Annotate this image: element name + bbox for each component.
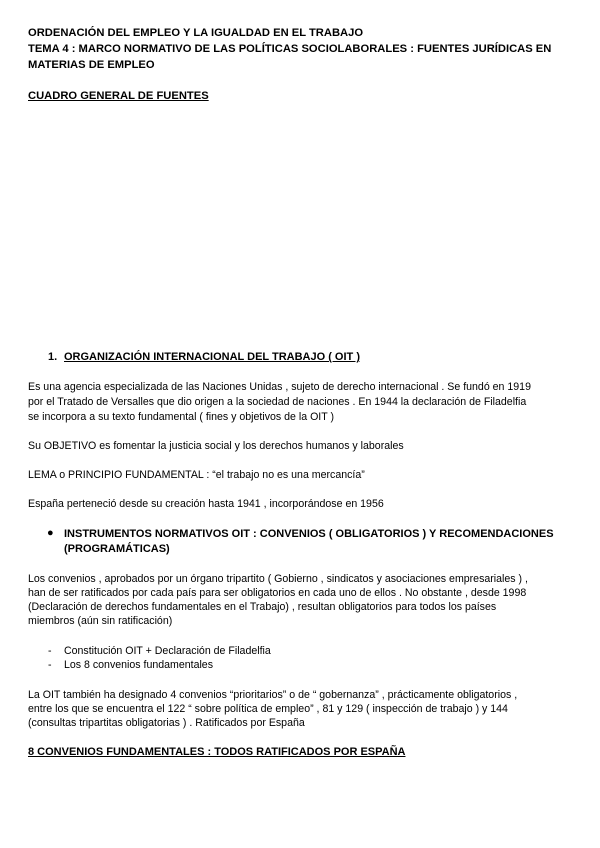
fundamental-conventions-heading: 8 CONVENIOS FUNDAMENTALES : TODOS RATIFICADOS POR ESPAÑA [28, 746, 406, 758]
paragraph-line: Los convenios , aprobados por un órgano tripartito ( Gobierno , sindicatos y asociaciones empresariales ) , [28, 573, 528, 585]
topic-title-line2: MATERIAS DE EMPLEO [28, 59, 155, 71]
document-title: ORDENACIÓN DEL EMPLEO Y LA IGUALDAD EN EL TRABAJO [28, 27, 364, 39]
list-item: Constitución OIT + Declaración de Filadelfia [64, 645, 271, 657]
dash-icon: - [48, 645, 52, 657]
instruments-heading-line2: (PROGRAMÁTICAS) [64, 543, 170, 555]
spain-membership-text: España perteneció desde su creación hasta 1941 , incorporándose en 1956 [28, 498, 384, 510]
paragraph-line: miembros (aún sin ratificación) [28, 615, 173, 627]
paragraph-line: han de ser ratificados por cada país para ser obligatorios en cada uno de ellos . No obstante , desde 1998 [28, 587, 527, 599]
instruments-heading-line1: INSTRUMENTOS NORMATIVOS OIT : CONVENIOS ( OBLIGATORIOS ) Y RECOMENDACIONES [64, 528, 554, 540]
bullet-icon: ● [47, 527, 54, 539]
section-heading: ORGANIZACIÓN INTERNACIONAL DEL TRABAJO ( OIT ) [64, 351, 360, 363]
motto-text: LEMA o PRINCIPIO FUNDAMENTAL : “el trabajo no es una mercancía” [28, 469, 365, 481]
paragraph-line: La OIT también ha designado 4 convenios “prioritarios” o de “ gobernanza” , prácticamente obligatorios , [28, 689, 518, 701]
paragraph-line: por el Tratado de Versalles que dio origen a la sociedad de naciones . En 1944 la declaración de Filadelfia [28, 396, 527, 408]
section-number: 1. [48, 351, 58, 363]
dash-icon: - [48, 659, 52, 671]
paragraph-line: entre los que se encuentra el 122 “ sobre política de empleo” , 81 y 129 ( inspección de trabajo ) y 144 [28, 703, 508, 715]
paragraph-line: se incorpora a su texto fundamental ( fines y objetivos de la OIT ) [28, 411, 335, 423]
paragraph-line: (Declaración de derechos fundamentales en el Trabajo) , resultan obligatorios para todos los países [28, 601, 497, 613]
paragraph-line: Es una agencia especializada de las Naciones Unidas , sujeto de derecho internacional . Se fundó en 1919 [28, 381, 531, 393]
section-subtitle: CUADRO GENERAL DE FUENTES [28, 90, 209, 102]
list-item: Los 8 convenios fundamentales [64, 659, 214, 671]
paragraph-line: (consultas tripartitas obligatorias ) . Ratificados por España [28, 717, 305, 729]
objective-text: Su OBJETIVO es fomentar la justicia social y los derechos humanos y laborales [28, 440, 404, 452]
topic-title-line1: TEMA 4 : MARCO NORMATIVO DE LAS POLÍTICAS SOCIOLABORALES : FUENTES JURÍDICAS EN [28, 43, 552, 55]
